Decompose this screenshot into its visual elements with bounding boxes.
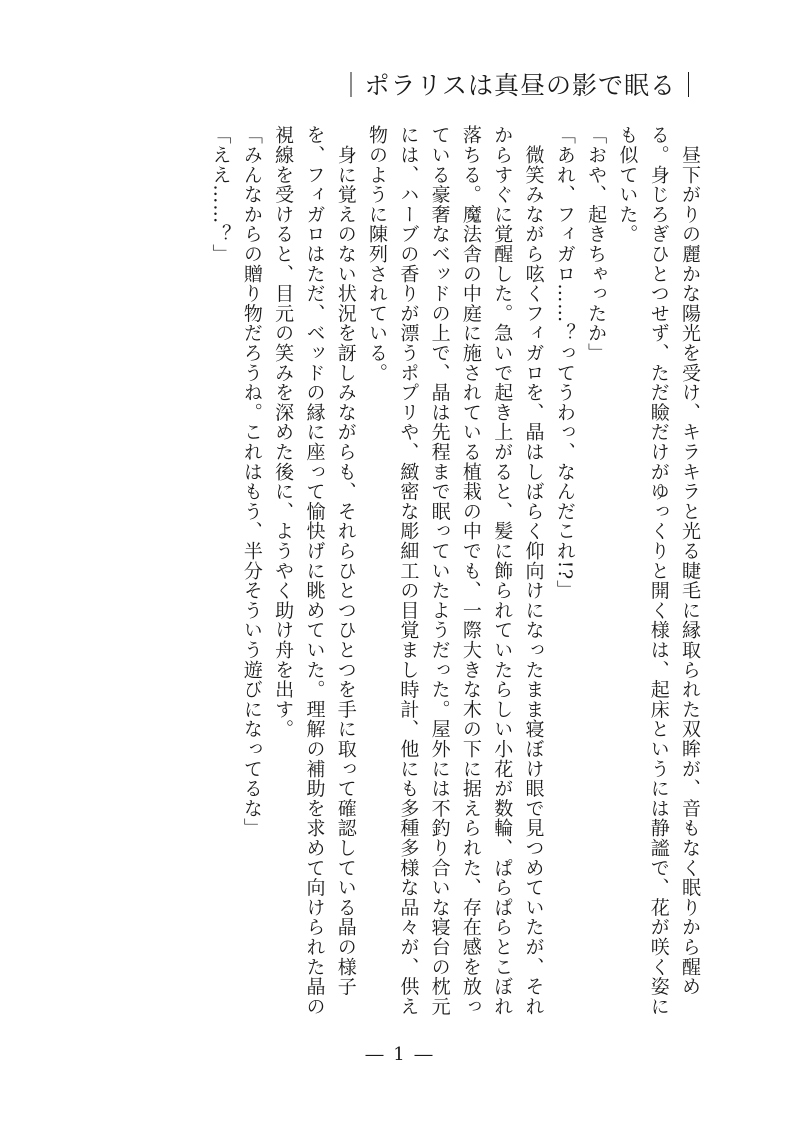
body-text	[85, 125, 705, 1025]
paragraph: 昼下がりの麗かな陽光を受け、キラキラと光る睫毛に縁取られた双眸が、音もなく眠りから醒める。身じろぎひとつせず、ただ瞼だけがゆっくりと開く様は、起床というには静謐で、花が咲く姿にも似ていた。	[616, 125, 701, 1016]
paragraph: 「みんなからの贈り物だろうね。これはもう、半分そういう遊びになってるな」	[240, 125, 263, 838]
chapter-title: ｜ポラリスは真昼の影で眠る｜	[338, 71, 702, 100]
paragraph: 微笑みながら呟くフィガロを、晶はしばらく仰向けになったまま寝ぼけ眼で見つめていたが、それからすぐに覚醒した。急いで起き上がると、髪に飾られていたらしい小花が数輪、ぱらぱらとこぼれ落ちる。魔法舎の中庭に施されている植栽の中でも、一際大きな木の下に据えられた、存在感を放っている豪奢なベッドの上で、晶は先程まで眠っていたようだった。屋外には不釣り合いな寝台の枕元には、ハーブの香りが漂うポプリや、緻密な彫細工の目覚まし時計、他にも多種多様な品々が、供え物のように陳列されている。	[366, 125, 545, 1016]
paragraph: 「あれ、フィガロ……？ってうわっ、なんだこれ!?」	[553, 125, 576, 600]
paragraph: 「おや、起きちゃったか」	[585, 125, 608, 363]
page-number: ― 1 ―	[365, 1044, 435, 1065]
paragraph: 「ええ……？」	[209, 125, 232, 264]
paragraph: 身に覚えのない状況を訝しみながらも、それらひとつひとつを手に取って確認している晶の様子を、フィガロはただ、ベッドの縁に座って愉快げに眺めていた。理解の補助を求めて向けられた晶の視線を受けると、目元の笑みを深めた後に、ようやく助け舟を出す。	[272, 125, 357, 1016]
